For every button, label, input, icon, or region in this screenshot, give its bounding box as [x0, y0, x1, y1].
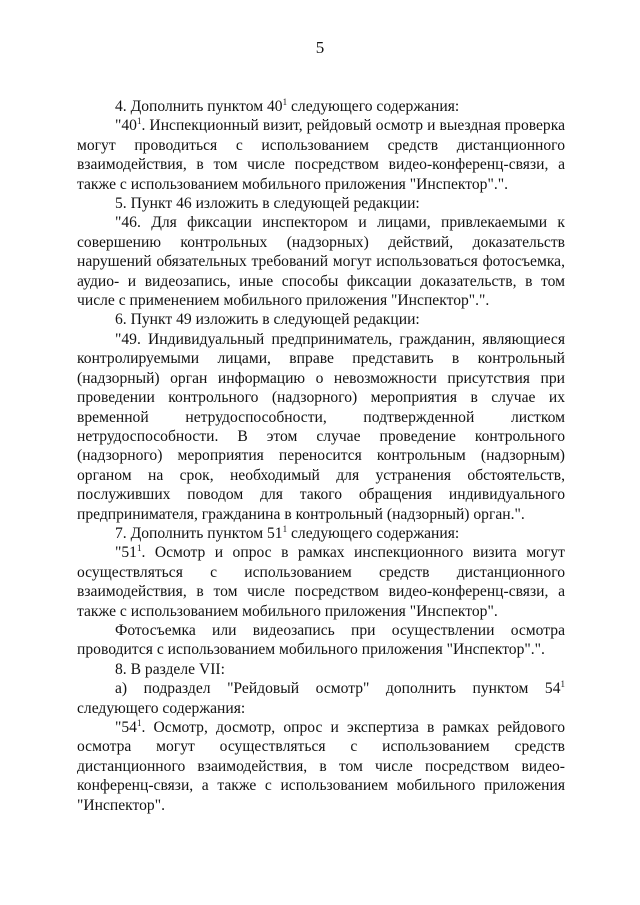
paragraph-item-8: 8. В разделе VII:	[115, 660, 225, 678]
paragraph-item-4: 4. Дополнить пунктом $40^1$ следующего содержания:	[115, 96, 460, 115]
page-number: 5	[315, 38, 325, 57]
paragraph-item-6: 6. Пункт 49 изложить в следующей редакции:	[115, 311, 420, 329]
paragraph-46: "46. Для фиксации инспектором и лицами, привлекаемыми к совершению контрольных (надзорных) действий, доказательств нарушений обязательных требований могут использоваться фотосъемка, аудио- и видеозапись, иные способы фиксации доказательств, в том числе с применением мобильного приложения "Инспектор".".	[77, 214, 565, 310]
paragraph-item-5: 5. Пункт 46 изложить в следующей редакции:	[115, 195, 420, 213]
paragraph-54-1: "$54^1$. Осмотр, досмотр, опрос и экспертиза в рамках рейдового осмотра могут осуществляться с использованием средств дистанционного взаимодействия, в том числе посредством видео-конференц-связи, а также с использованием мобильного приложения "Инспектор".	[77, 717, 565, 814]
document-body	[77, 97, 565, 815]
paragraph-subsection-a: а) подраздел "Рейдовый осмотр" дополнить пунктом $54^1$ следующего содержания:	[77, 679, 565, 717]
paragraph-item-7: 7. Дополнить пунктом $51^1$ следующего содержания:	[115, 523, 460, 542]
paragraph-photo-video: Фотосъемка или видеозапись при осуществлении осмотра проводится с использованием мобильного приложения "Инспектор".".	[77, 621, 565, 659]
paragraph-49: "49. Индивидуальный предприниматель, гражданин, являющиеся контролируемыми лицами, вправе представить в контрольный (надзорный) орган информацию о невозможности присутствия при проведении контрольного (надзорного) мероприятия в случае их временной нетрудоспособности, подтвержденной листком нетрудоспособности. В этом случае проведение контрольного (надзорного) мероприятия переносится контрольным (надзорным) органом на срок, необходимый для устранения обстоятельств, послуживших поводом для такого обращения индивидуального предпринимателя, гражданина в контрольный (надзорный) орган.".	[77, 330, 565, 523]
paragraph-51-1: "$51^1$. Осмотр и опрос в рамках инспекционного визита могут осуществляться с использованием средств дистанционного взаимодействия, в том числе посредством видео-конференц-связи, а также с использованием мобильного приложения "Инспектор".	[77, 543, 565, 620]
paragraph-40-1: "$40^1$. Инспекционный визит, рейдовый осмотр и выездная проверка могут проводиться с использованием средств дистанционного взаимодействия, в том числе посредством видео-конференц-связи, а также с использованием мобильного приложения "Инспектор".".	[77, 116, 565, 193]
